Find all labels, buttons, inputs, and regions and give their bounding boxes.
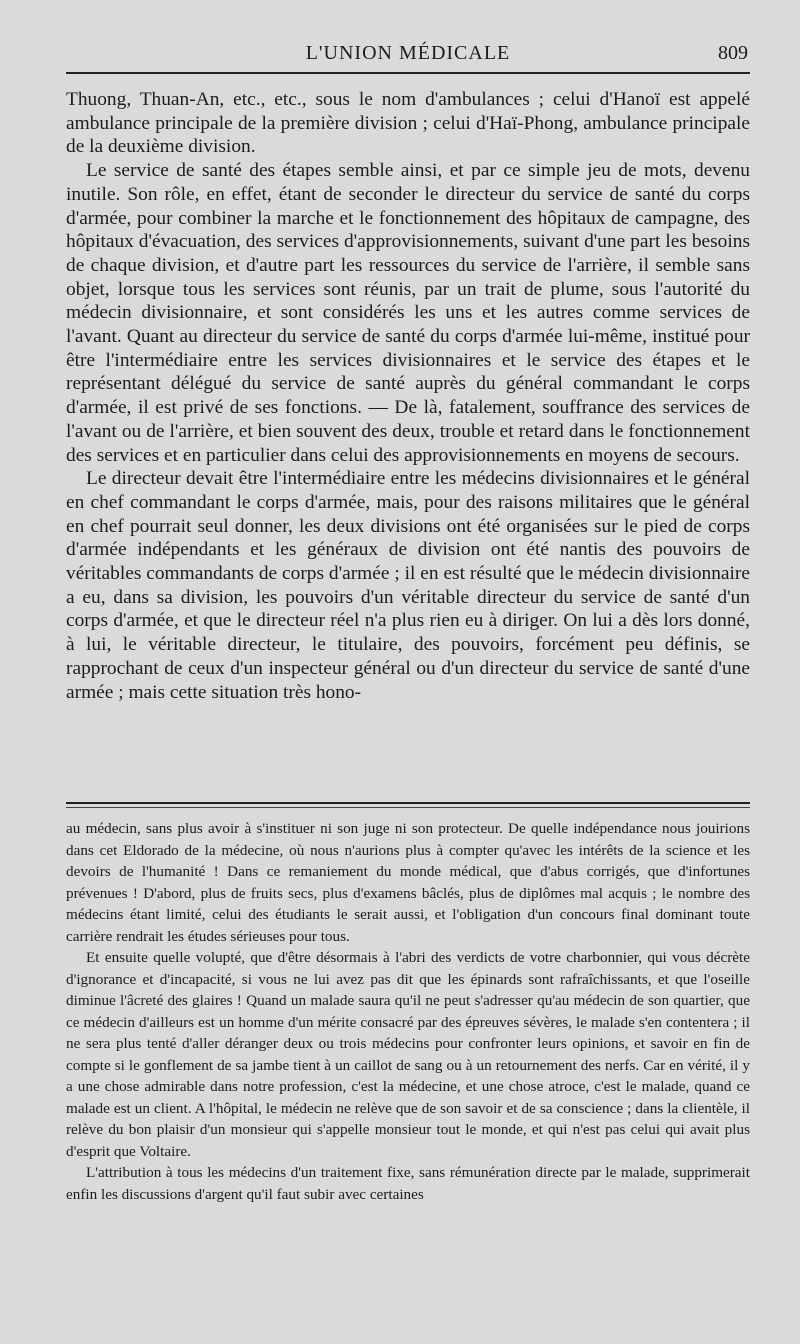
footnote-paragraph: L'attribution à tous les médecins d'un traitement fixe, sans rémunération directe par le malade, supprimerait enfin les discussions d'argent qu'il faut subir avec certaines bbox=[66, 1164, 750, 1203]
page-number: 809 bbox=[718, 42, 748, 64]
footnote-separator-thin bbox=[66, 807, 750, 808]
main-paragraph: Thuong, Thuan-An, etc., etc., sous le nom d'ambulances ; celui d'Hanoï est appelé ambulance principale de la première division ; celui d'Haï-Phong, ambulance principale de la deuxième division. bbox=[66, 89, 750, 158]
footnote bbox=[66, 818, 750, 1205]
footnote-paragraph: Et ensuite quelle volupté, que d'être désormais à l'abri des verdicts de votre charbonnier, qui vous décrète d'ignorance et d'incapacité, si vous ne lui avez pas dit que les épinards sont rafraîchissants, et que l'oseille diminue l'âcreté des glaires ! Quand un malade saura qu'il ne peut s'adresser qu'au médecin de son quartier, que ce médecin d'ailleurs est un homme d'un mérite consacré par des épreuves sévères, le malade s'en contentera ; il ne sera plus tenté d'aller déranger deux ou trois médecins pour confronter leurs opinions, et savoir en fin de compte si le gonflement de sa jambe tient à un caillot de sang ou à un retournement des nerfs. Car en vérité, il y a une chose admirable dans notre profession, c'est la médecine, et une chose atroce, c'est le malade, quand ce malade est un client. A l'hôpital, le médecin ne relève que de son savoir et de sa conscience ; dans la clientèle, il relève du bon plaisir d'un monsieur qui s'appelle monsieur tout le monde, et qui n'est pas celui qui avait plus d'esprit que Voltaire. bbox=[66, 949, 750, 1160]
page-header bbox=[66, 40, 750, 70]
main-paragraph: Le directeur devait être l'intermédiaire entre les médecins divisionnaires et le général en chef commandant le corps d'armée, mais, pour des raisons militaires que le général en chef pourrait seul donner, les deux divisions ont été organisées sur le pied de corps d'armée indépendants et les généraux de division ont été nantis des pouvoirs de véritables commandants de corps d'armée ; il en est résulté que le médecin divisionnaire a eu, dans sa division, les pouvoirs d'un véritable directeur du service de santé d'un corps d'armée, et que le directeur réel n'a plus rien eu à diriger. On lui a dès lors donné, à lui, le véritable directeur, le titulaire, des pouvoirs, forcément peu définis, se rapprochant de ceux d'un inspecteur général ou d'un directeur du service de santé d'une armée ; mais cette situation très hono- bbox=[66, 468, 750, 703]
header-rule bbox=[66, 72, 750, 74]
running-title: L'UNION MÉDICALE bbox=[305, 42, 511, 64]
main-text bbox=[66, 88, 750, 704]
main-paragraph: Le service de santé des étapes semble ainsi, et par ce simple jeu de mots, devenu inutile. Son rôle, en effet, étant de seconder le directeur du service de santé du corps d'armée, pour combiner la marche et le fonctionnement des hôpitaux de campagne, des hôpitaux d'évacuation, des services d'approvisionnements, suivant d'une part les besoins de chaque division, et d'autre part les ressources du service de l'arrière, il semble sans objet, lorsque tous les services sont réunis, par un trait de plume, sous l'autorité du médecin divisionnaire, et sont considérés les uns et les autres comme services de l'avant. Quant au directeur du service de santé du corps d'armée lui-même, institué pour être l'intermédiaire entre les services divisionnaires et le service des étapes et le représentant délégué du service de santé auprès du général commandant le corps d'armée, il est privé de ses fonctions. — De là, fatalement, souffrance des services de l'avant ou de l'arrière, et bien souvent des deux, trouble et retard dans le fonctionnement des services et en particulier dans celui des approvisionnements en moyens de secours. bbox=[66, 160, 750, 466]
footnote-separator bbox=[66, 802, 750, 804]
footnote-paragraph: au médecin, sans plus avoir à s'instituer ni son juge ni son protecteur. De quelle indépendance nous jouirions dans cet Eldorado de la médecine, où nous n'aurions plus à compter qu'avec les intérêts de la science et les devoirs de l'humanité ! Dans ce remaniement du monde médical, que d'abus corrigés, que d'infortunes prévenues ! D'abord, plus de fruits secs, plus d'examens bâclés, plus de diplômes mal acquis ; le nombre des médecins étant limité, celui des étudiants le serait aussi, et l'obligation d'un concours final dominant toute carrière rendrait les études sérieuses pour tous. bbox=[66, 820, 750, 945]
